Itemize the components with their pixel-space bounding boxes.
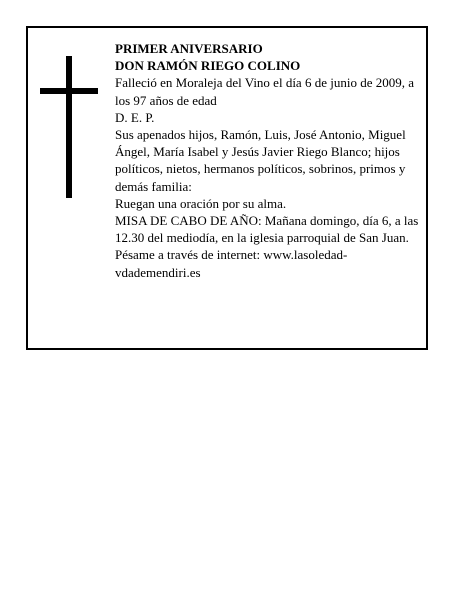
cross-icon [40, 56, 98, 198]
cross-horizontal-bar [40, 88, 98, 94]
prayer-request: Ruegan una oración por su alma. [115, 195, 287, 211]
notice-heading-anniversary: PRIMER ANIVERSARIO [115, 41, 263, 56]
mass-info: MISA DE CABO DE AÑO: Mañana domingo, día 6, a las 12.30 del mediodía, en la iglesia parroquial de San Juan. [115, 213, 419, 246]
death-info: Falleció en Moraleja del Vino el día 6 de junio de 2009, a los 97 años de edad [115, 75, 414, 108]
condolences-line-1: Pésame a través de internet: www.lasoledad- [115, 247, 348, 263]
condolences-line-2: vdademendiri.es [115, 264, 201, 280]
family-list: Sus apenados hijos, Ramón, Luis, José Antonio, Miguel Ángel, María Isabel y Jesús Javier Riego Blanco; hijos políticos, nietos, hermanos políticos, sobrinos, primos y demás familia: [115, 127, 406, 194]
cross-vertical-bar [66, 56, 72, 198]
notice-text [115, 40, 423, 281]
obituary-notice [26, 26, 428, 350]
notice-heading-name: DON RAMÓN RIEGO COLINO [115, 58, 301, 74]
rip-text: D. E. P. [115, 109, 155, 125]
